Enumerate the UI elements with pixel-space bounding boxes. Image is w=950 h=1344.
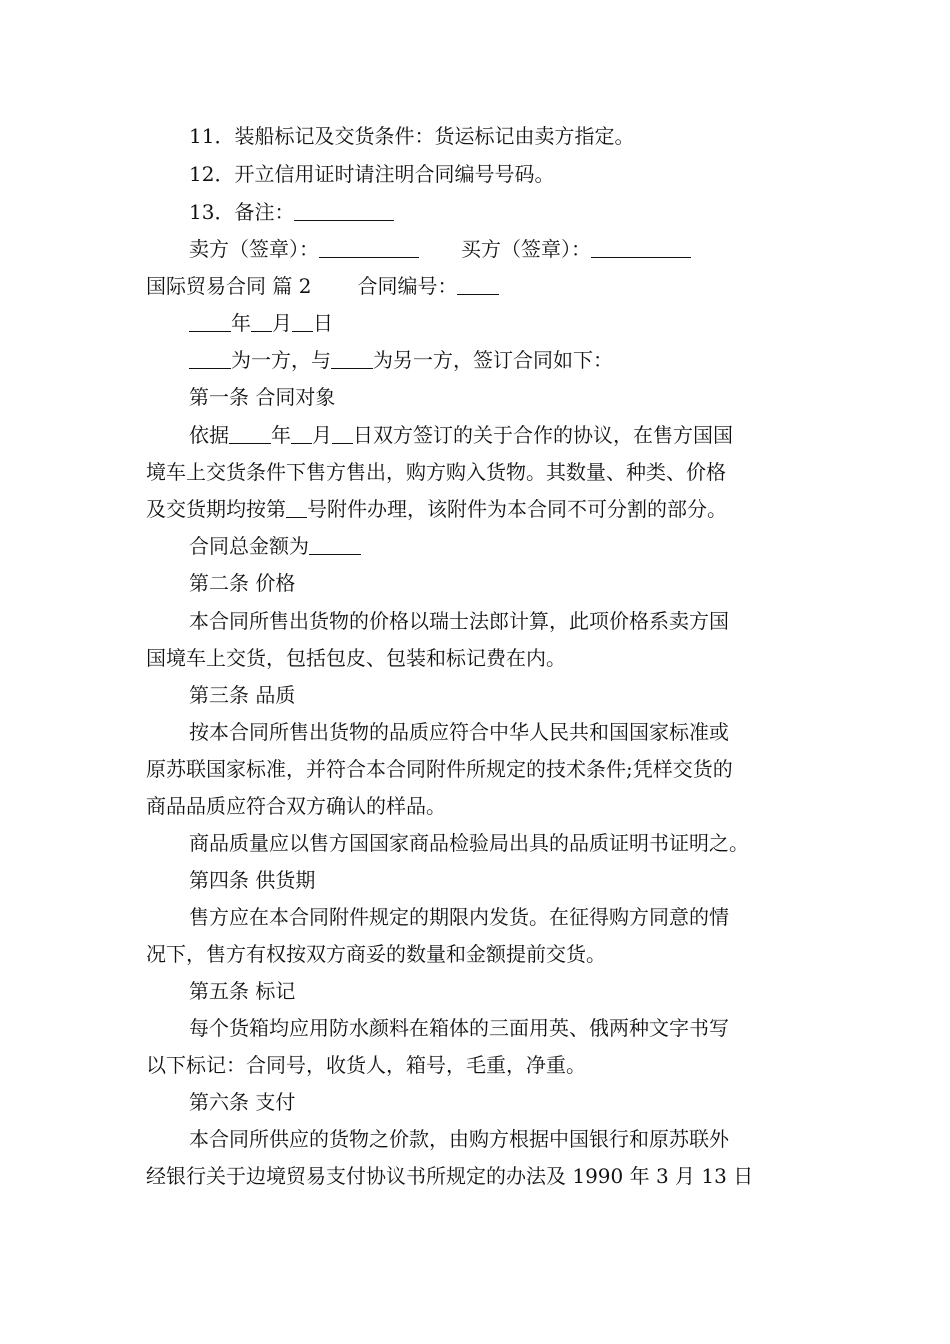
item-13-label: 13．备注： [189, 200, 295, 224]
signature-line [189, 230, 869, 268]
article-3-line-2: 原苏联国家标准，并符合本合同附件所规定的技术条件;凭样交货的 [146, 757, 733, 781]
article-3-line-1: 按本合同所售出货物的品质应符合中华人民共和国国家标准或 [189, 720, 729, 744]
contract-2-heading [146, 267, 826, 305]
contract-no-blank [457, 276, 499, 295]
article-6-line-1: 本合同所供应的货物之价款，由购方根据中国银行和原苏联外 [189, 1127, 729, 1151]
item-12: 12．开立信用证时请注明合同编号号码。 [189, 162, 555, 186]
article-4-line-2: 况下，售方有权按双方商妥的数量和金额提前交货。 [146, 942, 606, 966]
article-1-line-2: 境车上交货条件下售方售出，购方购入货物。其数量、种类、价格 [146, 460, 726, 484]
article-1-total: 合同总金额为 [189, 527, 869, 565]
article-1-line-1: 依据 年 月 日双方签订的关于合作的协议，在售方国国 [189, 423, 733, 447]
buyer-sign-blank [591, 239, 691, 258]
article-2-line-1: 本合同所售出货物的价格以瑞士法郎计算，此项价格系卖方国 [189, 609, 729, 633]
remark-blank [294, 202, 394, 221]
article-4-line-1: 售方应在本合同附件规定的期限内发货。在征得购方同意的情 [189, 905, 729, 929]
article-6-title: 第六条 支付 [189, 1090, 296, 1114]
article-2-title: 第二条 价格 [189, 571, 296, 595]
buyer-sign-label: 买方（签章）： [461, 237, 591, 261]
seller-sign-label: 卖方（签章）： [189, 237, 319, 261]
article-2-line-2: 国境车上交货，包括包皮、包装和标记费在内。 [146, 646, 566, 670]
article-5-line-2: 以下标记：合同号，收货人，箱号，毛重，净重。 [146, 1053, 586, 1077]
contract-2-title: 国际贸易合同 篇 2 [146, 274, 312, 298]
article-6-line-2: 经银行关于边境贸易支付协议书所规定的办法及 1990 年 3 月 13 日 [146, 1164, 754, 1188]
article-3-line-3: 商品品质应符合双方确认的样品。 [146, 794, 446, 818]
article-1-title: 第一条 合同对象 [189, 385, 336, 409]
article-3-line-4: 商品质量应以售方国国家商品检验局出具的品质证明书证明之。 [189, 831, 749, 855]
article-3-title: 第三条 品质 [189, 683, 296, 707]
article-5-title: 第五条 标记 [189, 979, 296, 1003]
article-1-line-3: 及交货期均按第 号附件办理，该附件为本合同不可分割的部分。 [146, 497, 727, 521]
item-13 [189, 193, 869, 231]
contract-no-label: 合同编号： [357, 274, 458, 298]
article-4-title: 第四条 供货期 [189, 868, 316, 892]
article-5-line-1: 每个货箱均应用防水颜料在箱体的三面用英、俄两种文字书写 [189, 1016, 729, 1040]
item-11: 11．装船标记及交货条件：货运标记由卖方指定。 [189, 124, 635, 148]
date-line: 年 月 日 [189, 304, 869, 342]
seller-sign-blank [319, 239, 419, 258]
total-amount-blank [309, 536, 361, 555]
parties-line: 为一方，与 为另一方，签订合同如下： [189, 341, 869, 379]
